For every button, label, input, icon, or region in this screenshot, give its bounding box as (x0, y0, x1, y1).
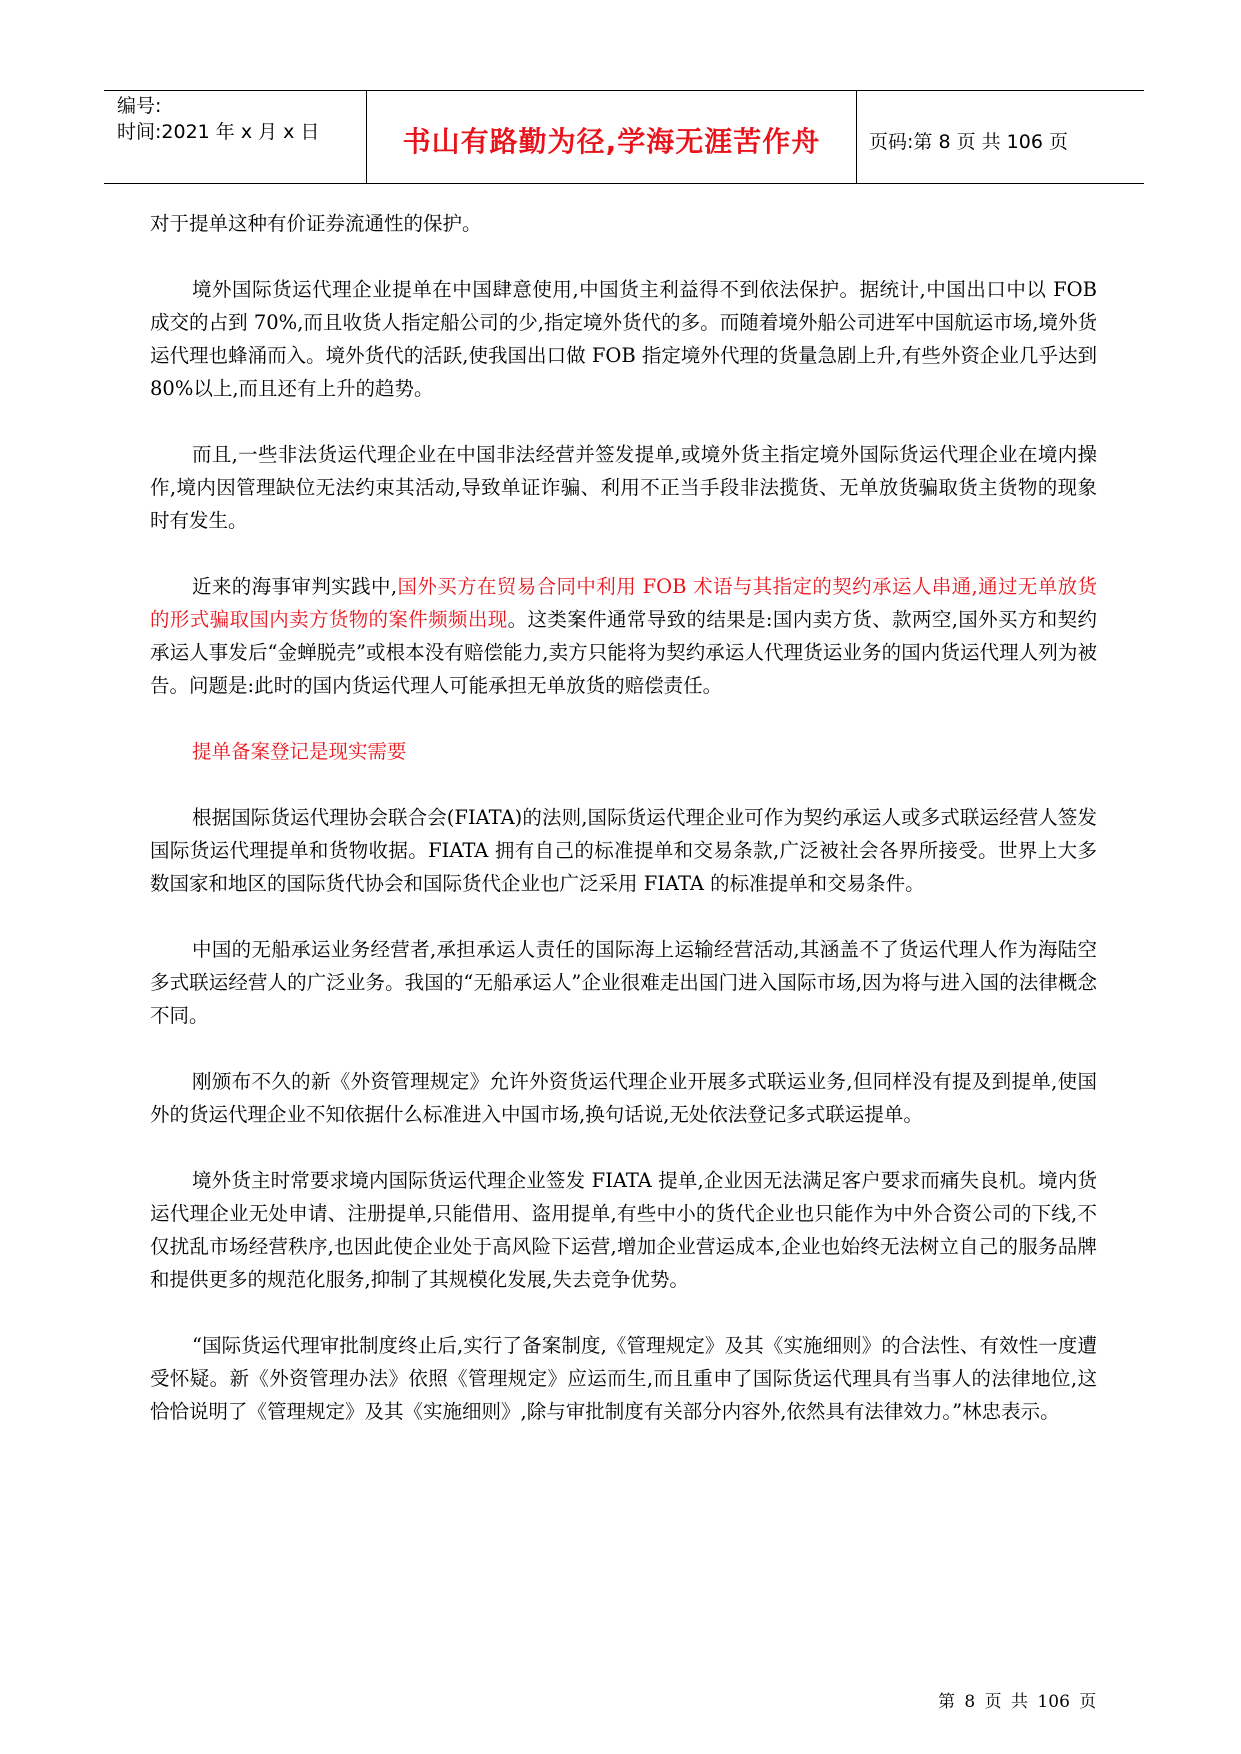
section-heading: 提单备案登记是现实需要 (192, 740, 407, 763)
header-motto-cell (367, 91, 857, 183)
paragraph-3: 而且,一些非法货运代理企业在中国非法经营并签发提单,或境外货主指定境外国际货运代理企业在境内操作,境内因管理缺位无法约束其活动,导致单证诈骗、利用不正当手段非法揽货、无单放货骗取货主货物的现象时有发生。 (150, 443, 1097, 532)
page-header (104, 90, 1144, 184)
header-meta (104, 91, 367, 183)
paragraph-5: 根据国际货运代理协会联合会(FIATA)的法则,国际货运代理企业可作为契约承运人或多式联运经营人签发国际货运代理提单和货物收据。FIATA 拥有自己的标准提单和交易条款,广泛被社会各界所接受。世界上大多数国家和地区的国际货代协会和国际货代企业也广泛采用 FIATA 的标准提单和交易条件。 (150, 806, 1097, 895)
paragraph-1: 对于提单这种有价证券流通性的保护。 (150, 212, 482, 235)
document-number-label: 编号: (117, 95, 162, 117)
document-time-label: 时间:2021 年 x 月 x 日 (117, 121, 320, 143)
paragraph-4-highlight: 国外买方在贸易合同中利用 FOB 术语与其指定的契约承运人串通,通过无单放货的形式骗取国内卖方货物的案件频频出现 (150, 575, 1097, 631)
paragraph-4-intro: 近来的海事审判实践中, (192, 575, 398, 598)
paragraph-4 (150, 570, 1097, 702)
header-motto: 书山有路勤为径,学海无涯苦作舟 (402, 125, 821, 158)
paragraph-4-rest: 。这类案件通常导致的结果是:国内卖方货、款两空,国外买方和契约承运人事发后“金蝉脱壳”或根本没有赔偿能力,卖方只能将为契约承运人代理货运业务的国内货运代理人列为被告。问题是:此时的国内货运代理人可能承担无单放货的赔偿责任。 (150, 608, 1097, 697)
header-page-cell (857, 97, 1144, 183)
paragraph-7: 刚颁布不久的新《外资管理规定》允许外资货运代理企业开展多式联运业务,但同样没有提及到提单,使国外的货运代理企业不知依据什么标准进入中国市场,换句话说,无处依法登记多式联运提单。 (150, 1070, 1097, 1126)
header-page-number: 页码:第 8 页 共 106 页 (869, 130, 1068, 153)
document-body (150, 207, 1097, 1461)
paragraph-2: 境外国际货运代理企业提单在中国肆意使用,中国货主利益得不到依法保护。据统计,中国出口中以 FOB 成交的占到 70%,而且收货人指定船公司的少,指定境外货代的多。而随着境外船公司进军中国航运市场,境外货运代理也蜂涌而入。境外货代的活跃,使我国出口做 FOB 指定境外代理的货量急剧上升,有些外资企业几乎达到 80%以上,而且还有上升的趋势。 (150, 278, 1097, 400)
paragraph-6: 中国的无船承运业务经营者,承担承运人责任的国际海上运输经营活动,其涵盖不了货运代理人作为海陆空多式联运经营人的广泛业务。我国的“无船承运人”企业很难走出国门进入国际市场,因为将与进入国的法律概念不同。 (150, 938, 1097, 1027)
paragraph-8: 境外货主时常要求境内国际货运代理企业签发 FIATA 提单,企业因无法满足客户要求而痛失良机。境内货运代理企业无处申请、注册提单,只能借用、盗用提单,有些中小的货代企业也只能作为中外合资公司的下线,不仅扰乱市场经营秩序,也因此使企业处于高风险下运营,增加企业营运成本,企业也始终无法树立自己的服务品牌和提供更多的规范化服务,抑制了其规模化发展,失去竞争优势。 (150, 1169, 1097, 1291)
page-footer: 第 8 页 共 106 页 (938, 1692, 1097, 1712)
paragraph-9: “国际货运代理审批制度终止后,实行了备案制度,《管理规定》及其《实施细则》的合法性、有效性一度遭受怀疑。新《外资管理办法》依照《管理规定》应运而生,而且重申了国际货运代理具有当事人的法律地位,这恰恰说明了《管理规定》及其《实施细则》,除与审批制度有关部分内容外,依然具有法律效力。”林忠表示。 (150, 1334, 1097, 1423)
